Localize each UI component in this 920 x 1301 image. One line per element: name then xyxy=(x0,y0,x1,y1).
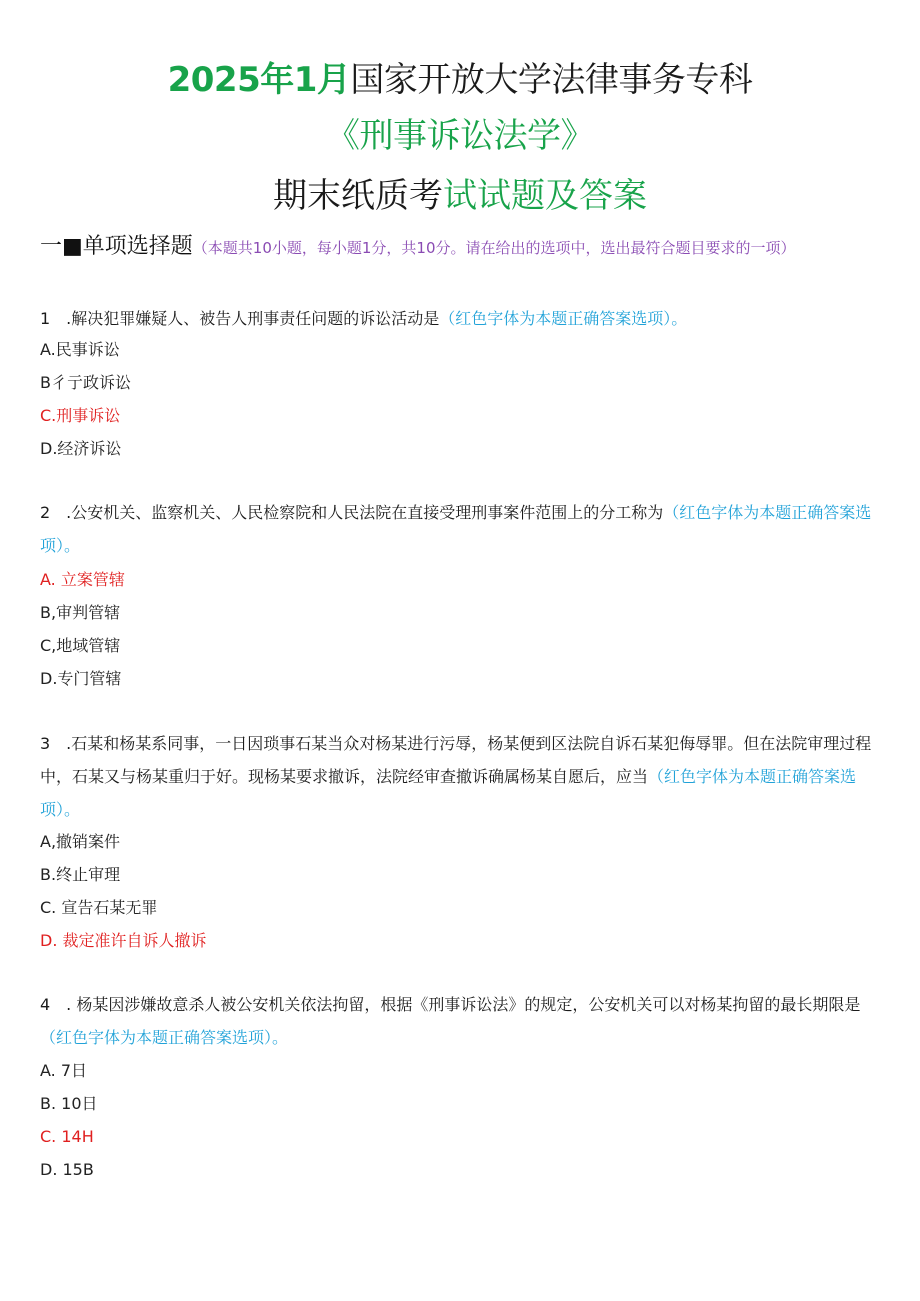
question-text: 4 . 杨某因涉嫌故意杀人被公安机关依法拘留，根据《刑事诉讼法》的规定，公安机关可以对杨某拘留的最长期限是 xyxy=(40,995,861,1014)
section-header xyxy=(40,230,880,265)
q4-option-b: B. 10日 xyxy=(40,1094,98,1113)
title-year: 2025年1月 xyxy=(167,60,351,100)
question-4-stem xyxy=(40,988,880,1054)
q1-option-a: A.民事诉讼 xyxy=(40,340,120,359)
answer-hint: （红色字体为本题正确答案选项）。 xyxy=(40,503,872,555)
title-course: 《刑事诉讼法学》 xyxy=(326,116,594,156)
q3-option-c: C. 宣告石某无罪 xyxy=(40,898,158,917)
q3-option-b: B.终止审理 xyxy=(40,865,121,884)
q2-option-c: C,地域管辖 xyxy=(40,636,121,655)
question-2-stem xyxy=(40,496,880,562)
question-text: 3 .石某和杨某系同事，一日因琐事石某当众对杨某进行污辱，杨某便到区法院自诉石某犯侮辱罪。但在法院审理过程中，石某又与杨某重归于好。现杨某要求撤诉，法院经审查撤诉确属杨某自愿后，应当 xyxy=(40,734,872,786)
question-text: 2 .公安机关、监察机关、人民检察院和人民法院在直接受理刑事案件范围上的分工称为 xyxy=(40,503,664,522)
q2-option-a-correct: A. 立案管辖 xyxy=(40,570,125,589)
answer-hint: （红色字体为本题正确答案选项）。 xyxy=(40,767,857,819)
document-title xyxy=(40,52,880,164)
question-1-stem xyxy=(40,302,880,335)
question-3-stem xyxy=(40,727,880,826)
q4-option-c-correct: C. 14H xyxy=(40,1127,94,1146)
q1-option-b: B彳亍政诉讼 xyxy=(40,373,131,392)
title-university: 国家开放大学法律事务专科 xyxy=(350,60,753,100)
subtitle-part1: 期末纸质考 xyxy=(273,176,443,216)
section-heading: 一■单项选择题 xyxy=(40,234,193,259)
q1-option-c-correct: C.刑事诉讼 xyxy=(40,406,121,425)
document-subtitle xyxy=(40,168,880,224)
q4-option-d: D. 15B xyxy=(40,1160,94,1179)
subtitle-part2: 试试题及答案 xyxy=(443,176,647,216)
q3-option-d-correct: D. 裁定准许自诉人撤诉 xyxy=(40,931,207,950)
answer-hint: （红色字体为本题正确答案选项）。 xyxy=(40,1028,289,1047)
section-note: （本题共10小题，每小题1分，共10分。请在给出的选项中，选出最符合题目要求的一项） xyxy=(192,239,796,257)
q1-option-d: D.经济诉讼 xyxy=(40,439,122,458)
q2-option-d: D.专门管辖 xyxy=(40,669,122,688)
question-text: 1 .解决犯罪嫌疑人、被告人刑事责任问题的诉讼活动是 xyxy=(40,309,440,328)
answer-hint: （红色字体为本题正确答案选项）。 xyxy=(439,309,688,328)
q3-option-a: A,撤销案件 xyxy=(40,832,121,851)
q4-option-a: A. 7日 xyxy=(40,1061,88,1080)
q2-option-b: B,审判管辖 xyxy=(40,603,121,622)
